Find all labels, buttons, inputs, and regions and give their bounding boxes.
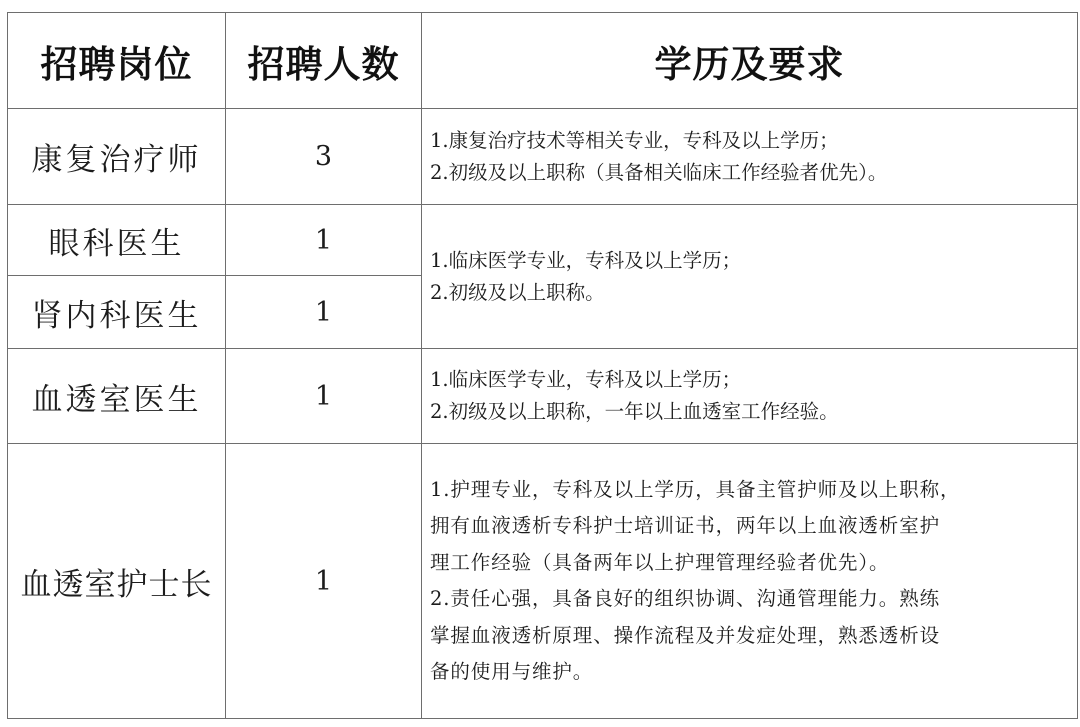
count-cell: 3 (226, 109, 422, 205)
count-cell: 1 (226, 276, 422, 349)
count-cell: 1 (226, 205, 422, 276)
requirement-line: 2.初级及以上职称。 (430, 280, 605, 304)
header-position: 招聘岗位 (8, 13, 226, 109)
header-count: 招聘人数 (226, 13, 422, 109)
position-cell: 眼科医生 (8, 205, 226, 276)
requirement-line: 理工作经验（具备两年以上护理管理经验者优先）。 (430, 550, 890, 574)
requirement-line: 1.康复治疗技术等相关专业，专科及以上学历； (430, 128, 839, 152)
requirement-line: 1.护理专业，专科及以上学历，具备主管护师及以上职称， (430, 477, 961, 501)
table-row (8, 205, 1078, 276)
table-row (8, 444, 1078, 719)
shared-requirements-cell (422, 205, 1078, 349)
recruitment-table (7, 12, 1078, 719)
position-cell: 血透室医生 (8, 349, 226, 444)
requirement-line: 2.责任心强，具备良好的组织协调、沟通管理能力。熟练 (430, 587, 941, 610)
requirements-cell (422, 109, 1078, 205)
requirement-line: 1.临床医学专业，专科及以上学历； (430, 368, 742, 391)
requirement-line: 掌握血液透析原理、操作流程及并发症处理，熟悉透析设 (430, 623, 941, 647)
table-row (8, 349, 1078, 444)
requirement-line: 2.初级及以上职称（具备相关临床工作经验者优先）。 (430, 160, 888, 184)
requirement-line: 1.临床医学专业，专科及以上学历； (430, 248, 742, 272)
requirement-line: 2.初级及以上职称，一年以上血透室工作经验。 (430, 400, 839, 423)
header-requirements: 学历及要求 (422, 13, 1078, 109)
position-cell: 肾内科医生 (8, 276, 226, 349)
requirements-cell (422, 349, 1078, 444)
requirements-cell (422, 444, 1078, 719)
count-cell: 1 (226, 444, 422, 719)
requirement-line: 拥有血液透析专科护士培训证书，两年以上血液透析室护 (430, 514, 941, 537)
requirement-line: 备的使用与维护。 (430, 660, 594, 683)
table-row (8, 109, 1078, 205)
count-cell: 1 (226, 349, 422, 444)
table-header-row (8, 13, 1078, 109)
position-cell: 康复治疗师 (8, 109, 226, 205)
position-cell: 血透室护士长 (8, 444, 226, 719)
